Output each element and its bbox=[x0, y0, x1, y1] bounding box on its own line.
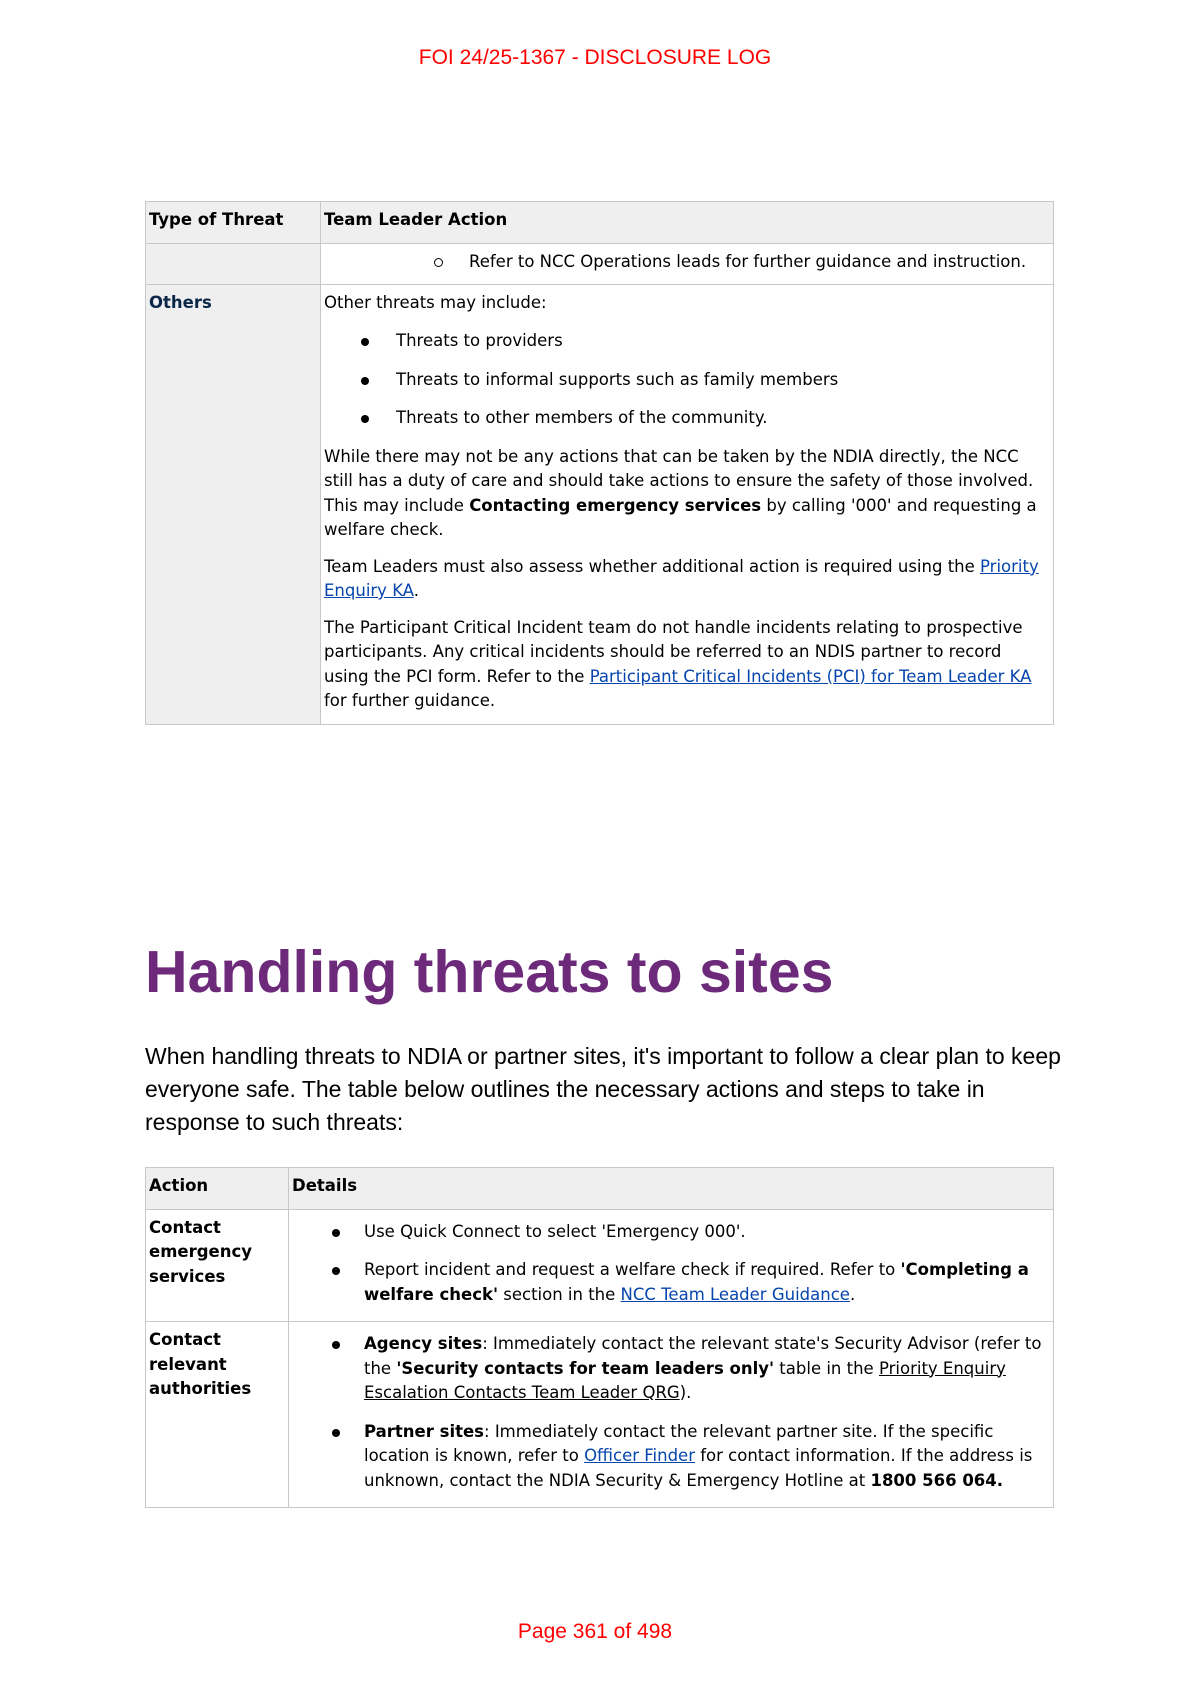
list-item: Threats to informal supports such as family members bbox=[324, 368, 1050, 393]
ncc-team-leader-guidance-link[interactable]: NCC Team Leader Guidance bbox=[620, 1284, 850, 1304]
bullet-icon bbox=[361, 415, 369, 423]
table-header-row bbox=[146, 202, 1054, 244]
bullet-icon bbox=[332, 1229, 340, 1237]
table-row bbox=[146, 1209, 1054, 1322]
section-intro: When handling threats to NDIA or partner sites, it's important to follow a clear plan to keep everyone safe. The table below outlines the necessary actions and steps to take in response to such threats: bbox=[145, 1043, 1061, 1135]
list-item: Use Quick Connect to select 'Emergency 000'. bbox=[292, 1220, 1050, 1245]
page-number-footer: Page 361 of 498 bbox=[517, 1620, 673, 1643]
list-item: Agency sites: Immediately contact the relevant state's Security Advisor (refer to the 'Security contacts for team leaders only' table in the Priority Enquiry Escalation Contacts Team Leader QRG). bbox=[292, 1332, 1050, 1406]
column-header-action: Action bbox=[146, 1168, 289, 1210]
table-row bbox=[146, 284, 1054, 724]
foi-disclosure-header: FOI 24/25-1367 - DISCLOSURE LOG bbox=[418, 46, 772, 69]
section-title: Handling threats to sites bbox=[145, 939, 834, 1005]
column-header-team-leader-action: Team Leader Action bbox=[321, 202, 1054, 244]
threat-actions-table bbox=[145, 201, 1054, 725]
list-item: Threats to providers bbox=[324, 329, 1050, 354]
bullet-icon bbox=[361, 338, 369, 346]
continuation-cell bbox=[321, 243, 1054, 284]
additional-action-paragraph: Team Leaders must also assess whether additional action is required using the Priority Enquiry KA. bbox=[324, 556, 1039, 600]
table-row bbox=[146, 1322, 1054, 1508]
table-row bbox=[146, 243, 1054, 284]
duty-of-care-paragraph: While there may not be any actions that can be taken by the NDIA directly, the NCC still has a duty of care and should take actions to ensure the safety of those involved. This may include Contacting emergency services by calling '000' and requesting a welfare check. bbox=[324, 446, 1037, 539]
pci-team-leader-ka-link[interactable]: Participant Critical Incidents (PCI) for Team Leader KA bbox=[589, 666, 1032, 686]
site-threat-actions-table bbox=[145, 1167, 1054, 1508]
others-intro: Other threats may include: bbox=[324, 292, 547, 312]
bullet-icon bbox=[332, 1429, 340, 1437]
hollow-bullet-icon bbox=[434, 258, 443, 267]
relevant-authorities-details bbox=[289, 1322, 1054, 1508]
empty-row-label bbox=[146, 243, 321, 284]
officer-finder-link[interactable]: Officer Finder bbox=[584, 1446, 695, 1465]
bullet-icon bbox=[332, 1267, 340, 1275]
list-item: Refer to NCC Operations leads for further guidance and instruction. bbox=[324, 250, 1050, 275]
row-label-others: Others bbox=[146, 284, 321, 724]
priority-enquiry-ka-link[interactable]: Priority Enquiry KA bbox=[324, 556, 1039, 600]
emergency-services-details bbox=[289, 1209, 1054, 1322]
row-label-contact-emergency-services: Contact emergency services bbox=[146, 1209, 289, 1322]
row-label-contact-relevant-authorities: Contact relevant authorities bbox=[146, 1322, 289, 1508]
list-item: Threats to other members of the community. bbox=[324, 406, 1050, 431]
pci-paragraph: The Participant Critical Incident team do not handle incidents relating to prospective participants. Any critical incidents should be referred to an NDIS partner to record using the PCI form. Refer to the Participant Critical Incidents (PCI) for Team Leader KA for further guidance. bbox=[324, 617, 1032, 710]
list-item: Report incident and request a welfare check if required. Refer to 'Completing a welfare check' section in the NCC Team Leader Guidance. bbox=[292, 1258, 1050, 1307]
column-header-details: Details bbox=[289, 1168, 1054, 1210]
priority-enquiry-escalation-qrg-link[interactable]: Priority Enquiry Escalation Contacts Team Leader QRG bbox=[364, 1358, 1006, 1402]
table-header-row bbox=[146, 1168, 1054, 1210]
others-details-cell bbox=[321, 284, 1054, 724]
bullet-icon bbox=[332, 1341, 340, 1349]
column-header-type-of-threat: Type of Threat bbox=[146, 202, 321, 244]
list-item: Partner sites: Immediately contact the relevant partner site. If the specific location is known, refer to Officer Finder for contact information. If the address is unknown, contact the NDIA Security & Emergency Hotline at 1800 566 064. bbox=[292, 1420, 1050, 1494]
bullet-icon bbox=[361, 377, 369, 385]
